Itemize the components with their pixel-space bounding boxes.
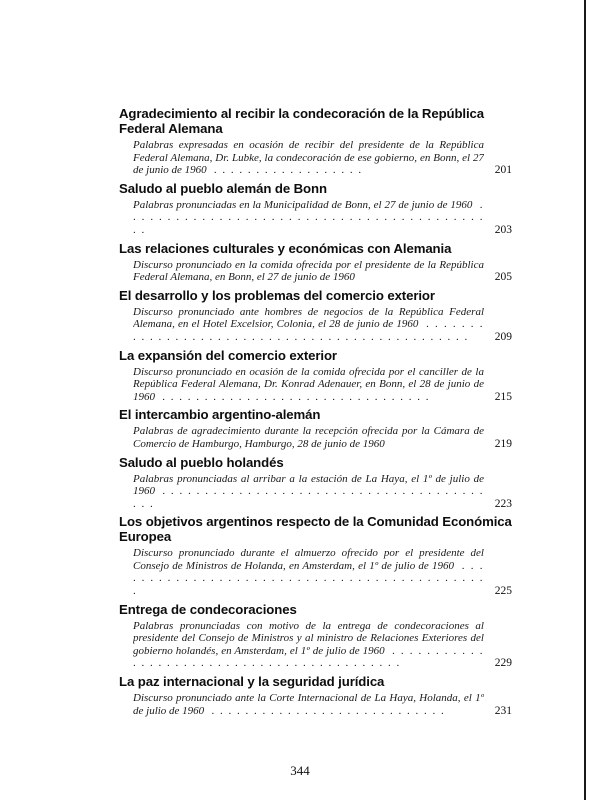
toc-entry: [119, 181, 512, 237]
toc-entry-title: Las relaciones culturales y económicas con Alemania: [119, 240, 452, 256]
toc-entry-description: [133, 259, 484, 284]
toc-entry-description-text: Palabras pronunciadas con motivo de la entrega de condecoraciones al presidente del Consejo de Ministros y al ministro de Relaciones Exteriores del gobierno holandés, en Amsterdam, el 1º de julio de 1960: [133, 619, 484, 657]
toc-entry-page-number: 215: [494, 390, 512, 403]
toc-entry-page-number: 201: [494, 164, 512, 177]
toc-entry-description: [133, 139, 484, 177]
dot-leader: . . . . . . . . . . . . . . . . . . . . . . . . . . . . . . . . . . . . . . . . . . .: [133, 644, 484, 670]
toc-entry-description-row: [119, 473, 512, 511]
dot-leader: . . . . . . . . . . . . . . . . . . . . . . . . . . . . . . . .: [158, 390, 430, 403]
toc-entry-description-row: [119, 425, 512, 450]
toc-entry-description: [133, 620, 484, 670]
toc-entry-page-number: 205: [494, 271, 512, 284]
toc-entry-description: [133, 306, 484, 344]
dot-leader: . . . . . . . . . . . . . . . . . . . . . . . . . . . . . . . . . . . . . . . . . . . .: [133, 198, 484, 236]
toc-entry-page-number: 225: [494, 585, 512, 598]
toc-entry-description-row: [119, 259, 512, 284]
toc-entry-title: Entrega de condecoraciones: [119, 601, 297, 617]
toc-entry-description-row: [119, 306, 512, 344]
toc-entry-description-row: [119, 547, 512, 597]
toc-entry-description-row: [119, 620, 512, 670]
toc-entry-description-text: Discurso pronunciado durante el almuerzo ofrecido por el presidente del Consejo de Ministros de Holanda, en Amsterdam, el 1º de julio de 1960: [133, 547, 484, 572]
toc-entry-description-row: [119, 199, 512, 237]
dot-leader: . . . . . . . . . . . . . . . . . . . . . . . . . . . .: [207, 704, 446, 717]
toc-entry-description: [133, 692, 484, 717]
toc-entry-page-number: 229: [494, 657, 512, 670]
toc-entry-page-number: 223: [494, 497, 512, 510]
toc-entry-page-number: 209: [494, 330, 512, 343]
dot-leader: . . . . . . . . . . . . . . . . . .: [209, 164, 363, 177]
toc-entry-description: [133, 199, 484, 237]
toc-entry-description-text: Discurso pronunciado ante hombres de negocios de la República Federal Alemana, en el Hotel Excelsior, Colonia, el 28 de junio de 1960: [133, 305, 484, 331]
toc-entry: [119, 241, 512, 284]
toc-entry-title: El intercambio argentino-alemán: [119, 407, 321, 423]
toc-entry: [119, 602, 512, 670]
toc-entry-description-text: Palabras de agradecimiento durante la recepción ofrecida por la Cámara de Comercio de Hamburgo, Hamburgo, 28 de junio de 1960: [133, 425, 484, 450]
toc-entry-title: La paz internacional y la seguridad jurídica: [119, 674, 385, 690]
toc-entry-description-text: Palabras pronunciadas al arribar a la estación de La Haya, el 1º de julio de 1960: [133, 472, 484, 498]
page-edge-line: [584, 0, 586, 800]
toc-entry: [119, 348, 512, 404]
toc-entry: [119, 514, 512, 597]
page-number-folio: 344: [290, 763, 310, 778]
toc-entry-description: [133, 425, 484, 450]
toc-entry: [119, 407, 512, 450]
toc-entry: [119, 288, 512, 344]
table-of-contents: [119, 106, 512, 721]
toc-entry-page-number: 203: [494, 223, 512, 236]
toc-entry-title: Los objetivos argentinos respecto de la Comunidad Económica Europea: [119, 514, 512, 545]
toc-entry-description-text: Palabras pronunciadas en la Municipalidad de Bonn, el 27 de junio de 1960: [133, 199, 475, 211]
toc-entry-description-row: [119, 366, 512, 404]
toc-entry: [119, 455, 512, 511]
toc-entry-description-text: Discurso pronunciado ante la Corte Internacional de La Haya, Holanda, el 1º de julio de 1960: [133, 692, 484, 717]
toc-entry-description-row: [119, 139, 512, 177]
toc-entry: [119, 674, 512, 717]
toc-entry-description-row: [119, 692, 512, 717]
toc-entry-title: El desarrollo y los problemas del comercio exterior: [119, 287, 435, 303]
toc-entry-page-number: 219: [494, 437, 512, 450]
toc-entry-description: [133, 473, 484, 511]
toc-entry-description-text: Palabras expresadas en ocasión de recibir del presidente de la República Federal Alemana, Dr. Lubke, la condecoración de ese gobierno, en Bonn, el 27 de junio de 1960: [133, 139, 484, 177]
toc-entry-title: La expansión del comercio exterior: [119, 347, 337, 363]
toc-entry-title: Saludo al pueblo holandés: [119, 454, 284, 470]
dot-leader: . . . . . . . . . . . . . . . . . . . . . . . . . . . . . . . . . . . . . . . . . . . . .: [133, 559, 484, 598]
toc-entry: [119, 106, 512, 177]
toc-entry-description: [133, 366, 484, 404]
toc-entry-title: Saludo al pueblo alemán de Bonn: [119, 180, 327, 196]
toc-entry-description-text: Discurso pronunciado en la comida ofrecida por el presidente de la República Federal Alemana, en Bonn, el 27 de junio de 1960: [133, 258, 484, 284]
toc-entry-description-text: Discurso pronunciado en ocasión de la comida ofrecida por el canciller de la República Federal Alemana, Dr. Konrad Adenauer, en Bonn, el 28 de junio de 1960: [133, 365, 484, 403]
toc-entry-description: [133, 547, 484, 597]
toc-entry-page-number: 231: [494, 704, 512, 717]
toc-entry-title: Agradecimiento al recibir la condecoración de la República Federal Alemana: [119, 106, 485, 136]
dot-leader: . . . . . . . . . . . . . . . . . . . . . . . . . . . . . . . . . . . . . . . . .: [133, 485, 484, 510]
dot-leader: . . . . . . . . . . . . . . . . . . . . . . . . . . . . . . . . . . . . . . . . . . . . . . .: [133, 318, 484, 343]
